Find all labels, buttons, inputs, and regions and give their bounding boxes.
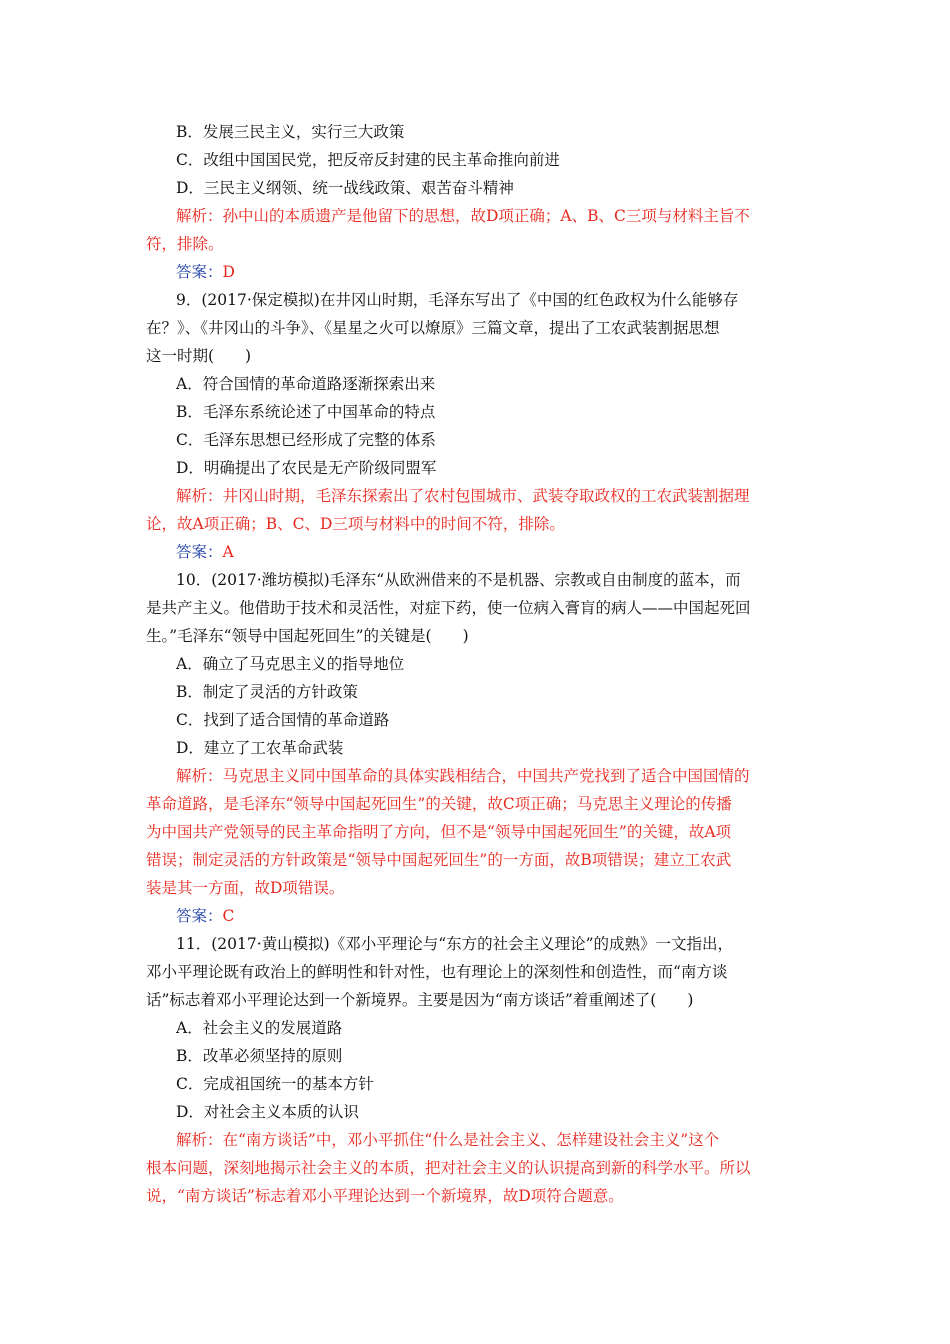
q11-option-a: A．社会主义的发展道路 [176,1019,343,1037]
q11-option-c: C．完成祖国统一的基本方针 [176,1075,374,1093]
q10-option-b: B．制定了灵活的方针政策 [176,683,358,701]
q8-explanation-line-2: 符，排除。 [146,235,224,253]
q11-explanation-line-1: 解析：在“南方谈话”中，邓小平抓住“什么是社会主义、怎样建设社会主义”这个 [176,1131,720,1149]
q10-option-c: C．找到了适合国情的革命道路 [176,711,390,729]
q8-option-c: C．改组中国国民党，把反帝反封建的民主革命推向前进 [176,151,560,169]
q11-option-b: B．改革必须坚持的原则 [176,1047,343,1065]
q11-option-d: D．对社会主义本质的认识 [176,1103,359,1121]
q11-stem-line-3: 话”标志着邓小平理论达到一个新境界。主要是因为“南方谈话”着重阐述了( ) [146,991,694,1009]
q10-stem-line-1: 10．(2017·潍坊模拟)毛泽东“从欧洲借来的不是机器、宗教或自由制度的蓝本，而 [176,571,741,589]
answer-value: A [222,543,234,561]
q8-option-b: B．发展三民主义，实行三大政策 [176,123,405,141]
q10-option-d: D．建立了工农革命武装 [176,739,344,757]
q10-explanation-line-3: 为中国共产党领导的民主革命指明了方向，但不是“领导中国起死回生”的关键，故A项 [146,823,732,841]
q9-answer [176,542,234,562]
answer-label: 答案： [176,907,223,925]
q10-explanation-line-2: 革命道路，是毛泽东“领导中国起死回生”的关键，故C项正确；马克思主义理论的传播 [146,795,732,813]
q8-explanation-line-1: 解析：孙中山的本质遗产是他留下的思想，故D项正确；A、B、C三项与材料主旨不 [176,207,750,225]
q11-stem-line-2: 邓小平理论既有政治上的鲜明性和针对性，也有理论上的深刻性和创造性，而“南方谈 [146,963,728,981]
q11-explanation-line-2: 根本问题，深刻地揭示社会主义的本质，把对社会主义的认识提高到新的科学水平。所以 [146,1159,751,1177]
q10-stem-line-2: 是共产主义。他借助于技术和灵活性，对症下药，使一位病入膏肓的病人——中国起死回 [146,599,751,617]
q9-option-d: D．明确提出了农民是无产阶级同盟军 [176,459,437,477]
q11-stem-line-1: 11．(2017·黄山模拟)《邓小平理论与“东方的社会主义理论”的成熟》一文指出， [176,935,734,953]
q10-explanation-line-1: 解析：马克思主义同中国革命的具体实践相结合，中国共产党找到了适合中国国情的 [176,767,750,785]
q9-explanation-line-1: 解析：井冈山时期，毛泽东探索出了农村包围城市、武装夺取政权的工农武装割据理 [176,487,750,505]
answer-label: 答案： [176,543,223,561]
q9-option-b: B．毛泽东系统论述了中国革命的特点 [176,403,436,421]
q9-option-c: C．毛泽东思想已经形成了完整的体系 [176,431,436,449]
q9-explanation-line-2: 论，故A项正确；B、C、D三项与材料中的时间不符，排除。 [146,515,565,533]
q10-answer [176,906,234,926]
q9-stem-line-3: 这一时期( ) [146,347,252,365]
q11-explanation-line-3: 说，“南方谈话”标志着邓小平理论达到一个新境界，故D项符合题意。 [146,1187,624,1205]
answer-value: D [222,263,235,281]
answer-label: 答案： [176,263,223,281]
q10-option-a: A．确立了马克思主义的指导地位 [176,655,405,673]
q9-option-a: A．符合国情的革命道路逐渐探索出来 [176,375,436,393]
q10-stem-line-3: 生。”毛泽东“领导中国起死回生”的关键是( ) [146,627,469,645]
answer-value: C [222,907,235,925]
q9-stem-line-2: 在？》、《井冈山的斗争》、《星星之火可以燎原》三篇文章，提出了工农武装割据思想 [146,319,720,337]
q8-answer [176,262,235,282]
q9-stem-line-1: 9．(2017·保定模拟)在井冈山时期，毛泽东写出了《中国的红色政权为什么能够存 [176,291,739,309]
q8-option-d: D．三民主义纲领、统一战线政策、艰苦奋斗精神 [176,179,514,197]
q10-explanation-line-4: 错误；制定灵活的方针政策是“领导中国起死回生”的一方面，故B项错误；建立工农武 [146,851,732,869]
q10-explanation-line-5: 装是其一方面，故D项错误。 [146,879,345,897]
